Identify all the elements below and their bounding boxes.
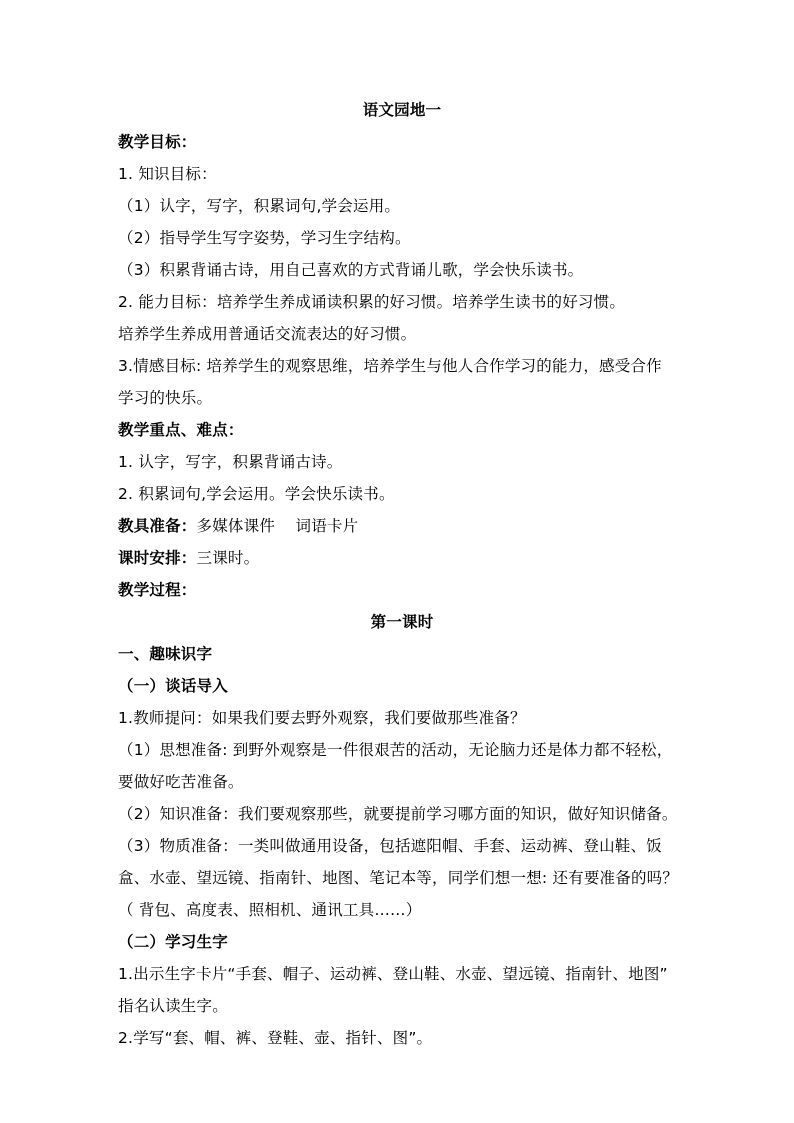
document-line: （一）谈话导入 [118,677,228,695]
document-line: 1. 认字，写字，积累背诵古诗。 [118,453,343,471]
document-line: 3.情感目标: 培养学生的观察思维，培养学生与他人合作学习的能力，感受合作 [118,357,662,375]
document-line: 2. 能力目标：培养学生养成诵读积累的好习惯。培养学生读书的好习惯。 [118,293,626,311]
line-label: 课时安排： [118,549,197,567]
document-line: 2. 积累词句,学会运用。学会快乐读书。 [118,485,395,503]
document-line: 学习的快乐。 [118,389,213,407]
document-line: （1）认字，写字，积累词句,学会运用。 [118,197,401,215]
document-line: 教学重点、难点： [118,421,244,439]
document-line: 教学目标： [118,133,197,151]
document-line: 2.学写“套、帽、裤、登鞋、壶、指针、图”。 [118,1029,433,1047]
document-line: 教学过程： [118,581,197,599]
document-line: 1. 知识目标： [118,165,217,183]
document-line: （1）思想准备: 到野外观察是一件很艰苦的活动，无论脑力还是体力都不轻松， [118,741,673,759]
document-body [118,126,686,1054]
document-line: （二）学习生字 [118,933,228,951]
document-line: （ 背包、高度表、照相机、通讯工具……） [118,901,422,919]
document-line: （3）积累背诵古诗，用自己喜欢的方式背诵儿歌，学会快乐读书。 [118,261,584,279]
document-line: 1.教师提问：如果我们要去野外观察，我们要做那些准备？ [118,709,526,727]
document-line: 第一课时 [370,613,434,631]
document-title: 语文园地一 [362,101,442,119]
document-line: （2）知识准备：我们要观察那些，就要提前学习哪方面的知识，做好知识储备。 [118,805,678,823]
document-line: 一、趣味识字 [118,645,213,663]
line-text: 三课时。 [196,549,260,567]
document-line: 要做好吃苦准备。 [118,773,244,791]
line-text: 多媒体课件 词语卡片 [196,517,359,535]
line-label: 教具准备： [118,517,197,535]
document-line: （3）物质准备：一类叫做通用设备，包括遮阳帽、手套、运动裤、登山鞋、饭 [118,837,662,855]
document-line: 培养学生养成用普通话交流表达的好习惯。 [118,325,417,343]
document-page [118,94,686,1054]
document-line: 1.出示生字卡片“手套、帽子、运动裤、登山鞋、水壶、望远镜、指南针、地图” [118,965,668,983]
document-line: 指名认读生字。 [118,997,228,1015]
document-line: 盒、水壶、望远镜、指南针、地图、笔记本等，同学们想一想: 还有要准备的吗？ [118,869,679,887]
document-line: （2）指导学生写字姿势，学习生字结构。 [118,229,411,247]
document-line [118,510,686,542]
document-line [118,542,686,574]
